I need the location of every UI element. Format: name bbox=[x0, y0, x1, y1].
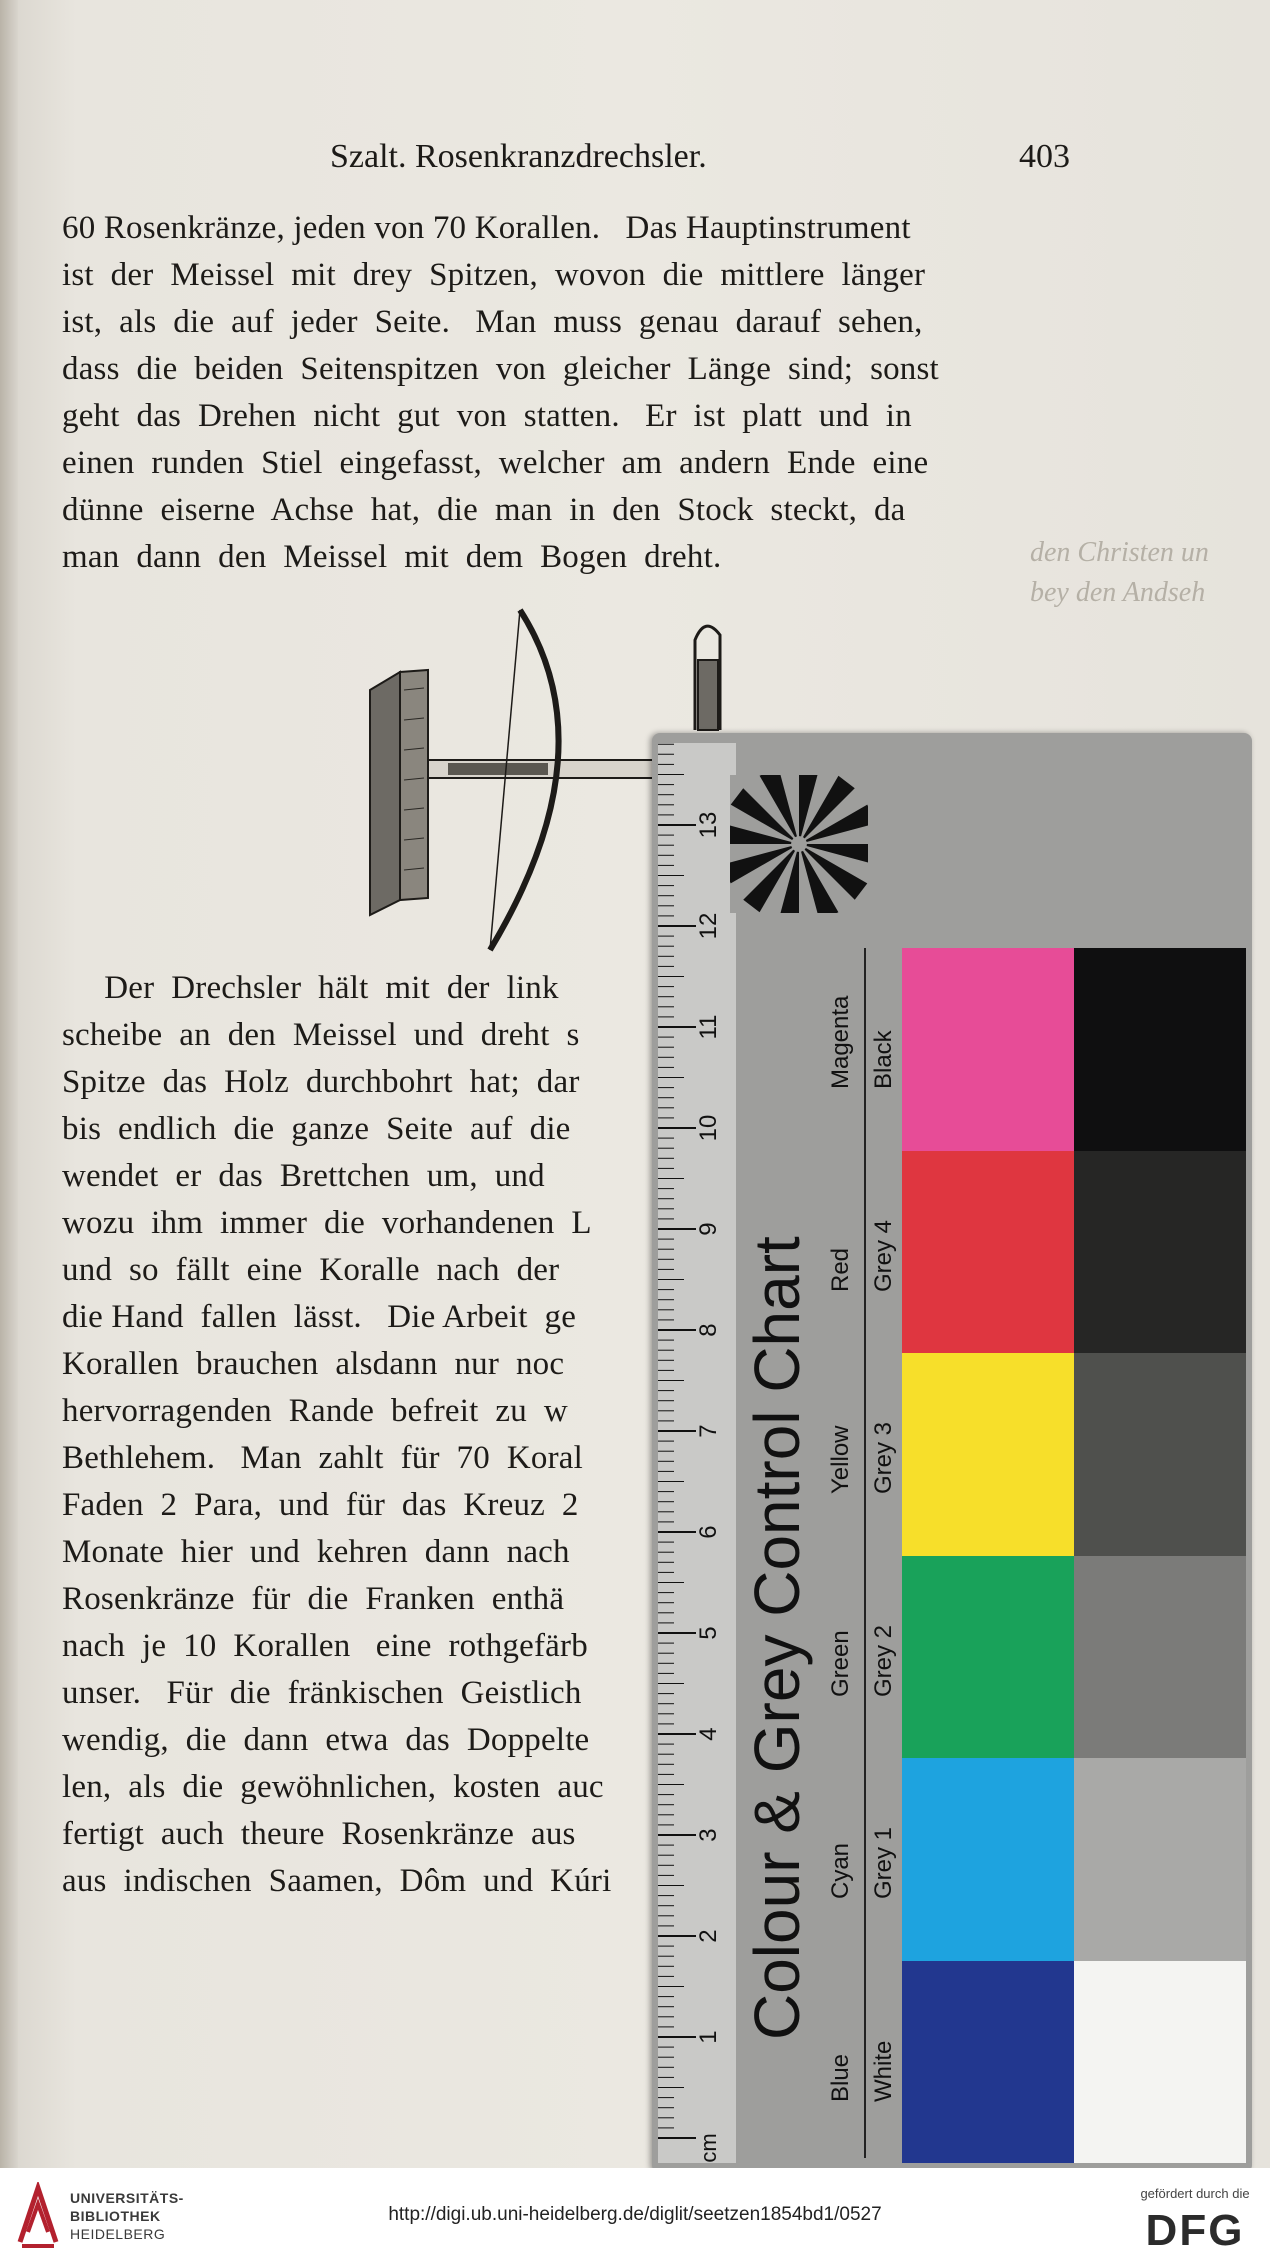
text-line: Spitze das Holz durchbohrt hat; dar bbox=[62, 1064, 580, 1100]
bleed-through-text: bey den Andseh bbox=[1030, 577, 1206, 608]
grey-label: Black bbox=[870, 1030, 897, 1090]
page-gutter bbox=[0, 0, 18, 2168]
text-line: unser. Für die fränkischen Geistlich bbox=[62, 1675, 582, 1711]
ruler-unit: cm bbox=[696, 2133, 721, 2163]
colour-label: Red bbox=[827, 1247, 854, 1292]
grey-label: Grey 2 bbox=[870, 1624, 897, 1697]
text-line: dünne eiserne Achse hat, die man in den Stock steckt, da bbox=[62, 492, 906, 528]
text-line: Bethlehem. Man zahlt für 70 Koral bbox=[62, 1440, 583, 1476]
ruler-number: 12 bbox=[695, 912, 722, 940]
ruler-number: 4 bbox=[695, 1727, 722, 1741]
text-line: scheibe an den Meissel und dreht s bbox=[62, 1017, 580, 1053]
page-number: 403 bbox=[1019, 138, 1070, 175]
text-line: geht das Drehen nicht gut von statten. Er ist platt und in bbox=[62, 398, 912, 434]
grey-label: Grey 3 bbox=[870, 1422, 897, 1495]
ruler-number: 9 bbox=[695, 1222, 722, 1236]
text-line: wozu ihm immer die vorhandenen L bbox=[62, 1205, 592, 1241]
running-header bbox=[330, 138, 1070, 178]
colour-swatch bbox=[902, 1961, 1074, 2164]
institution-line-3: HEIDELBERG bbox=[70, 2226, 166, 2242]
text-line: ist der Meissel mit drey Spitzen, wovon die mittlere länger bbox=[62, 257, 926, 293]
institution-line-2: BIBLIOTHEK bbox=[70, 2208, 161, 2224]
chart-title: Colour & Grey Control Chart bbox=[741, 1236, 813, 2040]
text-line: man dann den Meissel mit dem Bogen dreht. bbox=[62, 539, 722, 575]
grey-label: White bbox=[870, 2040, 897, 2102]
grey-swatch bbox=[1074, 1151, 1246, 1354]
ruler-number: 3 bbox=[695, 1828, 722, 1842]
grey-swatch bbox=[1074, 1758, 1246, 1961]
text-line: 60 Rosenkränze, jeden von 70 Korallen. Das Hauptinstrument bbox=[62, 210, 911, 246]
text-line: bis endlich die ganze Seite auf die bbox=[62, 1111, 571, 1147]
centimeter-ruler bbox=[658, 743, 736, 2163]
text-line: wendig, die dann etwa das Doppelte bbox=[62, 1722, 590, 1758]
colour-label: Yellow bbox=[827, 1425, 854, 1495]
bleed-through-text: den Christen un bbox=[1030, 537, 1209, 568]
ruler-number: 2 bbox=[695, 1929, 722, 1943]
permalink-url[interactable]: http://digi.ub.uni-heidelberg.de/diglit/seetzen1854bd1/0527 bbox=[388, 2204, 882, 2225]
grey-swatch bbox=[1074, 948, 1246, 1151]
ruler-number: 7 bbox=[695, 1424, 722, 1438]
dfg-logo: DFG bbox=[1145, 2206, 1245, 2255]
grey-label: Grey 1 bbox=[870, 1827, 897, 1900]
colour-swatch bbox=[902, 1758, 1074, 1961]
ruler-number: 1 bbox=[695, 2030, 722, 2044]
ruler-number: 5 bbox=[695, 1626, 722, 1640]
grey-swatch bbox=[1074, 1961, 1246, 2164]
text-line: ist, als die auf jeder Seite. Man muss genau darauf sehen, bbox=[62, 304, 923, 340]
grey-swatch bbox=[1074, 1353, 1246, 1556]
institution-line-1: UNIVERSITÄTS- bbox=[70, 2190, 184, 2206]
header-title: Szalt. Rosenkranzdrechsler. bbox=[330, 138, 707, 175]
text-line: len, als die gewöhnlichen, kosten auc bbox=[62, 1769, 604, 1805]
text-line: und so fällt eine Koralle nach der bbox=[62, 1252, 560, 1288]
ruler-number: 11 bbox=[695, 1014, 722, 1040]
colour-label: Blue bbox=[827, 2053, 854, 2102]
text-line: wendet er das Brettchen um, und bbox=[62, 1158, 545, 1194]
colour-swatch bbox=[902, 1556, 1074, 1759]
colour-swatch bbox=[902, 948, 1074, 1151]
ruler-number: 6 bbox=[695, 1525, 722, 1539]
funder-caption: gefördert durch die bbox=[1140, 2186, 1250, 2201]
colour-swatch bbox=[902, 1151, 1074, 1354]
ruler-number: 13 bbox=[695, 811, 722, 839]
colour-label: Magenta bbox=[827, 995, 854, 1090]
grey-swatch bbox=[1074, 1556, 1246, 1759]
text-line: nach je 10 Korallen eine rothgefärb bbox=[62, 1628, 588, 1664]
text-line: Der Drechsler hält mit der link bbox=[62, 970, 559, 1006]
text-line: die Hand fallen lässt. Die Arbeit ge bbox=[62, 1299, 577, 1335]
text-line: Rosenkränze für die Franken enthä bbox=[62, 1581, 565, 1617]
text-line: Korallen brauchen alsdann nur noc bbox=[62, 1346, 565, 1382]
grey-label: Grey 4 bbox=[870, 1219, 897, 1292]
ruler-number: 10 bbox=[695, 1114, 722, 1142]
text-line: Monate hier und kehren dann nach bbox=[62, 1534, 570, 1570]
text-line: einen runden Stiel eingefasst, welcher am andern Ende eine bbox=[62, 445, 929, 481]
text-line: Faden 2 Para, und für das Kreuz 2 bbox=[62, 1487, 579, 1523]
colour-label: Green bbox=[827, 1630, 854, 1697]
footer-bar bbox=[0, 2168, 1270, 2267]
text-line: fertigt auch theure Rosenkränze aus bbox=[62, 1816, 576, 1852]
text-line: hervorragenden Rande befreit zu w bbox=[62, 1393, 568, 1429]
colour-label: Cyan bbox=[827, 1843, 854, 1900]
ruler-number: 8 bbox=[695, 1323, 722, 1337]
colour-swatch bbox=[902, 1353, 1074, 1556]
text-line: aus indischen Saamen, Dôm und Kúri bbox=[62, 1863, 612, 1899]
text-line: dass die beiden Seitenspitzen von gleicher Länge sind; sonst bbox=[62, 351, 939, 387]
